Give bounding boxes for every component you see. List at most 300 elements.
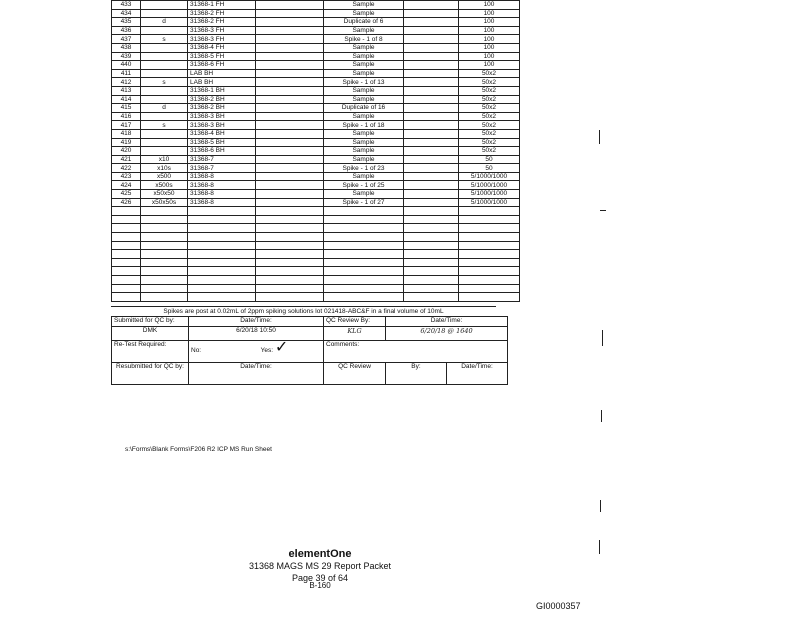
result-cell: 100 [459,43,520,52]
sample-type-cell: Spike - 1 of 25 [324,181,404,190]
blank-cell [188,284,256,293]
blank-cell [404,250,459,259]
blank-cell [404,267,459,276]
blank-row [112,276,520,285]
table-row [112,95,520,104]
blank-cell [256,147,324,156]
blank-cell [256,241,324,250]
blank-cell [404,284,459,293]
result-cell: 5/1000/1000 [459,190,520,199]
dilution-cell: s [141,78,188,87]
blank-cell [404,233,459,242]
review-datetime-value: 6/20/18 @ 1640 [386,327,508,341]
sample-type-cell: Sample [324,155,404,164]
seq-cell: 417 [112,121,141,130]
table-row [112,164,520,173]
blank-cell [188,250,256,259]
blank-cell [256,18,324,27]
blank-cell [404,18,459,27]
blank-row [112,293,520,302]
table-row [112,26,520,35]
scan-edge-mark [601,410,602,422]
result-cell: 50x2 [459,86,520,95]
qc-review-table [111,316,508,385]
datetime-value: 6/20/18 10:50 [189,327,324,341]
blank-cell [112,284,141,293]
result-cell: 50x2 [459,95,520,104]
seq-cell: 413 [112,86,141,95]
blank-cell [404,138,459,147]
blank-cell [256,112,324,121]
blank-cell [459,284,520,293]
seq-cell: 436 [112,26,141,35]
sample-type-cell: Sample [324,172,404,181]
dilution-cell [141,138,188,147]
seq-cell: 425 [112,190,141,199]
blank-cell [112,215,141,224]
datetime-label: Date/Time: [189,317,324,327]
blank-row [112,250,520,259]
seq-cell: 438 [112,43,141,52]
blank-cell [459,224,520,233]
blank-cell [188,241,256,250]
blank-cell [188,233,256,242]
blank-cell [141,276,188,285]
sample-id-cell: 31368-3 BH [188,121,256,130]
scan-edge-mark [599,540,600,554]
table-row [112,198,520,207]
dilution-cell: d [141,104,188,113]
blank-cell [404,112,459,121]
company-name: elementOne [288,548,352,560]
blank-cell [324,284,404,293]
submitted-label: Submitted for QC by: [112,317,189,327]
result-cell: 100 [459,18,520,27]
blank-cell [404,155,459,164]
seq-cell: 440 [112,61,141,70]
table-row [112,129,520,138]
dilution-cell [141,112,188,121]
table-row [112,155,520,164]
blank-cell [141,258,188,267]
table-row [112,121,520,130]
blank-row [112,215,520,224]
seq-cell: 414 [112,95,141,104]
blank-cell [404,147,459,156]
dilution-cell [141,52,188,61]
blank-cell [141,250,188,259]
datetime2-label: Date/Time: [189,363,324,385]
seq-cell: 439 [112,52,141,61]
blank-cell [404,129,459,138]
seq-cell: 426 [112,198,141,207]
blank-cell [324,241,404,250]
sample-id-cell: 31368-6 BH [188,147,256,156]
comments-label: Comments: [324,341,508,363]
seq-cell: 422 [112,164,141,173]
result-cell: 50x2 [459,121,520,130]
seq-cell: 433 [112,1,141,10]
sample-id-cell: 31368-2 FH [188,9,256,18]
blank-cell [404,121,459,130]
dilution-cell: x500 [141,172,188,181]
result-cell: 50x2 [459,112,520,121]
seq-cell: 412 [112,78,141,87]
sample-type-cell: Sample [324,43,404,52]
blank-cell [404,207,459,216]
blank-cell [188,224,256,233]
result-cell: 50x2 [459,129,520,138]
blank-cell [256,155,324,164]
result-cell: 100 [459,61,520,70]
result-cell: 50x2 [459,78,520,87]
blank-cell [404,215,459,224]
table-row [112,69,520,78]
blank-cell [256,293,324,302]
blank-row [112,284,520,293]
document-id: GI0000357 [536,601,581,611]
blank-cell [256,164,324,173]
blank-cell [404,258,459,267]
sample-type-cell: Sample [324,147,404,156]
blank-cell [256,26,324,35]
dilution-cell: x10s [141,164,188,173]
dilution-cell [141,9,188,18]
blank-cell [256,129,324,138]
sample-type-cell: Sample [324,52,404,61]
scan-edge-mark [600,210,606,211]
blank-cell [459,267,520,276]
blank-cell [256,224,324,233]
blank-cell [404,224,459,233]
page-number: Page 39 of 64 [291,573,349,583]
blank-cell [324,224,404,233]
blank-cell [112,267,141,276]
report-title: 31368 MAGS MS 29 Report Packet [248,561,392,571]
blank-cell [256,121,324,130]
result-cell: 50x2 [459,147,520,156]
blank-cell [404,52,459,61]
blank-cell [256,215,324,224]
sample-id-cell: 31368-1 BH [188,86,256,95]
sample-type-cell: Spike - 1 of 8 [324,35,404,44]
sample-type-cell: Sample [324,112,404,121]
seq-cell: 420 [112,147,141,156]
table-row [112,138,520,147]
sample-type-cell: Spike - 1 of 18 [324,121,404,130]
seq-cell: 434 [112,9,141,18]
blank-cell [112,224,141,233]
blank-cell [256,190,324,199]
blank-cell [256,138,324,147]
blank-row [112,233,520,242]
sample-id-cell: 31368-2 FH [188,18,256,27]
blank-cell [324,207,404,216]
dilution-cell: x50x50 [141,190,188,199]
sample-id-cell: 31368-3 BH [188,112,256,121]
dilution-cell [141,129,188,138]
blank-cell [188,215,256,224]
sample-id-cell: 31368-4 FH [188,43,256,52]
bates-number: B-160 [309,581,331,590]
blank-cell [256,52,324,61]
table-row [112,112,520,121]
sample-type-cell: Spike - 1 of 23 [324,164,404,173]
review-label: QC Review By: [324,317,386,327]
blank-cell [404,241,459,250]
sample-type-cell: Sample [324,1,404,10]
sample-id-cell: 31368-7 [188,155,256,164]
blank-cell [404,190,459,199]
blank-cell [188,293,256,302]
blank-cell [459,250,520,259]
blank-cell [324,233,404,242]
sample-type-cell: Sample [324,138,404,147]
blank-cell [256,198,324,207]
blank-cell [404,198,459,207]
blank-cell [112,293,141,302]
sample-id-cell: 31368-8 [188,190,256,199]
sample-id-cell: 31368-5 BH [188,138,256,147]
dilution-cell: s [141,121,188,130]
yes-check-mark: ✓ [274,340,289,356]
seq-cell: 421 [112,155,141,164]
blank-cell [404,61,459,70]
blank-row [112,267,520,276]
blank-row [112,224,520,233]
blank-cell [459,215,520,224]
blank-cell [188,276,256,285]
blank-cell [141,241,188,250]
seq-cell: 416 [112,112,141,121]
table-row [112,78,520,87]
blank-cell [141,233,188,242]
sample-id-cell: 31368-8 [188,181,256,190]
sample-type-cell: Sample [324,69,404,78]
result-cell: 100 [459,26,520,35]
blank-cell [141,215,188,224]
seq-cell: 418 [112,129,141,138]
dilution-cell: x50x50s [141,198,188,207]
blank-cell [404,276,459,285]
sample-id-cell: 31368-4 BH [188,129,256,138]
result-cell: 50 [459,164,520,173]
dilution-cell [141,95,188,104]
blank-row [112,258,520,267]
dilution-cell [141,69,188,78]
blank-cell [324,267,404,276]
sample-id-cell: 31368-3 FH [188,26,256,35]
seq-cell: 437 [112,35,141,44]
by-label: By: [386,363,447,385]
blank-cell [404,181,459,190]
dilution-cell: s [141,35,188,44]
blank-cell [459,258,520,267]
blank-cell [112,207,141,216]
blank-cell [112,258,141,267]
submitted-value: DMK [112,327,189,341]
form-path: s:\Forms\Blank Forms\F206 R2 ICP MS Run Sheet [125,446,272,453]
blank-cell [256,86,324,95]
blank-cell [324,250,404,259]
dilution-cell [141,26,188,35]
dilution-cell: x10 [141,155,188,164]
blank-cell [188,267,256,276]
result-cell: 100 [459,9,520,18]
dilution-cell [141,86,188,95]
spike-note: Spikes are post at 0.02mL of 2ppm spiking solutions lot 021418-ABC&F in a final volume of 10mL [111,306,496,317]
seq-cell: 423 [112,172,141,181]
sample-type-cell: Sample [324,129,404,138]
scan-edge-mark [599,130,600,144]
dilution-cell: x500s [141,181,188,190]
blank-cell [459,293,520,302]
result-cell: 50x2 [459,138,520,147]
sample-type-cell: Sample [324,95,404,104]
blank-cell [188,207,256,216]
blank-cell [256,207,324,216]
blank-cell [256,78,324,87]
blank-cell [141,207,188,216]
no-label: No: [191,347,202,354]
seq-cell: 415 [112,104,141,113]
blank-cell [256,1,324,10]
blank-cell [459,276,520,285]
sample-id-cell: 31368-8 [188,172,256,181]
table-row [112,172,520,181]
review-signature: KLG [324,327,386,341]
result-cell: 5/1000/1000 [459,198,520,207]
table-row [112,104,520,113]
seq-cell: 411 [112,69,141,78]
blank-cell [404,164,459,173]
sample-id-cell: 31368-7 [188,164,256,173]
blank-cell [256,250,324,259]
result-cell: 50x2 [459,69,520,78]
dilution-cell [141,43,188,52]
retest-label: Re-Test Required: [112,341,189,363]
sample-id-cell: 31368-2 BH [188,104,256,113]
blank-cell [256,69,324,78]
blank-cell [404,104,459,113]
dilution-cell [141,1,188,10]
table-row [112,43,520,52]
blank-cell [141,224,188,233]
resubmitted-label: Resubmitted for QC by: [112,363,189,385]
blank-row [112,241,520,250]
sample-type-cell: Sample [324,9,404,18]
blank-cell [404,86,459,95]
blank-cell [256,258,324,267]
blank-cell [404,35,459,44]
blank-cell [256,43,324,52]
result-cell: 50x2 [459,104,520,113]
blank-cell [404,172,459,181]
sample-type-cell: Duplicate of 16 [324,104,404,113]
table-row [112,86,520,95]
blank-cell [404,69,459,78]
result-cell: 100 [459,52,520,61]
table-row [112,190,520,199]
blank-cell [112,250,141,259]
scan-edge-mark [602,330,603,346]
blank-cell [404,26,459,35]
result-cell: 50 [459,155,520,164]
blank-cell [404,95,459,104]
blank-cell [256,104,324,113]
blank-cell [256,181,324,190]
scan-edge-mark [600,500,601,512]
sample-id-cell: 31368-6 FH [188,61,256,70]
blank-cell [404,293,459,302]
blank-cell [404,9,459,18]
table-row [112,147,520,156]
blank-cell [256,276,324,285]
table-row [112,1,520,10]
table-row [112,18,520,27]
blank-cell [256,61,324,70]
blank-cell [459,233,520,242]
sample-type-cell: Sample [324,86,404,95]
blank-cell [141,267,188,276]
run-sheet [111,0,508,386]
sample-type-cell: Sample [324,61,404,70]
blank-cell [256,284,324,293]
result-cell: 5/1000/1000 [459,181,520,190]
blank-row [112,207,520,216]
table-row [112,181,520,190]
sample-id-cell: LAB BH [188,78,256,87]
seq-cell: 435 [112,18,141,27]
blank-cell [112,233,141,242]
blank-cell [404,1,459,10]
blank-cell [324,258,404,267]
sample-id-cell: 31368-1 FH [188,1,256,10]
blank-cell [324,276,404,285]
blank-cell [141,293,188,302]
qc-review2-label: QC Review [324,363,386,385]
sample-type-cell: Spike - 1 of 13 [324,78,404,87]
sample-type-cell: Sample [324,190,404,199]
result-cell: 5/1000/1000 [459,172,520,181]
blank-cell [141,284,188,293]
blank-cell [256,172,324,181]
sample-type-cell: Spike - 1 of 27 [324,198,404,207]
blank-cell [459,207,520,216]
result-cell: 100 [459,35,520,44]
dilution-cell [141,147,188,156]
sample-id-cell: 31368-2 BH [188,95,256,104]
table-row [112,9,520,18]
table-row [112,52,520,61]
sample-id-cell: 31368-5 FH [188,52,256,61]
seq-cell: 424 [112,181,141,190]
datetime3-label: Date/Time: [447,363,508,385]
blank-cell [324,215,404,224]
blank-cell [256,9,324,18]
sample-id-cell: 31368-3 FH [188,35,256,44]
blank-cell [112,276,141,285]
sample-id-cell: LAB BH [188,69,256,78]
blank-cell [256,267,324,276]
sample-id-cell: 31368-8 [188,198,256,207]
table-row [112,61,520,70]
blank-cell [404,78,459,87]
seq-cell: 419 [112,138,141,147]
blank-cell [404,43,459,52]
sample-type-cell: Duplicate of 6 [324,18,404,27]
yes-label: Yes: [260,347,274,354]
